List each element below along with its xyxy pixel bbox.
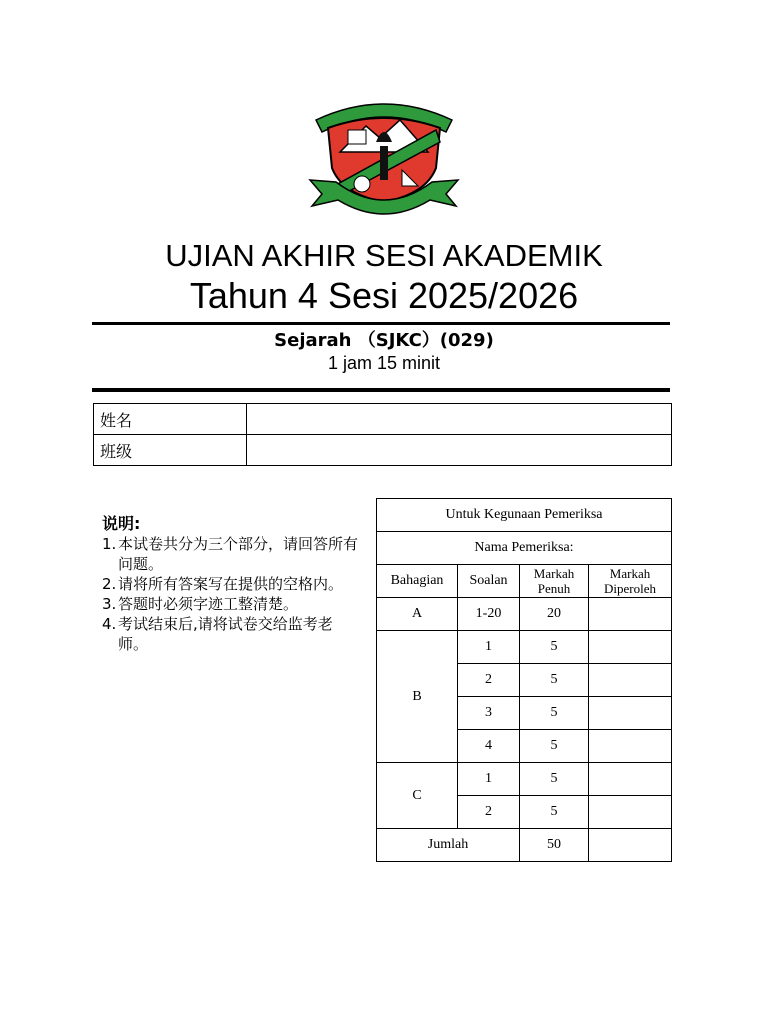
soalan-cell: 2 bbox=[458, 796, 520, 829]
instruction-item bbox=[102, 614, 362, 654]
school-crest-logo bbox=[306, 90, 462, 216]
penuh-cell: 5 bbox=[520, 631, 589, 664]
class-field[interactable] bbox=[247, 435, 672, 466]
diperoleh-cell[interactable] bbox=[589, 796, 672, 829]
diperoleh-cell[interactable] bbox=[589, 631, 672, 664]
torch-icon bbox=[380, 146, 388, 180]
section-b: B bbox=[377, 631, 458, 763]
col-markah-penuh: Markah Penuh bbox=[520, 565, 589, 598]
soalan-cell: 1 bbox=[458, 763, 520, 796]
exam-title: UJIAN AKHIR SESI AKADEMIK bbox=[165, 238, 603, 273]
col-bahagian: Bahagian bbox=[377, 565, 458, 598]
examiner-marks-table bbox=[376, 498, 672, 862]
header-divider-top bbox=[92, 322, 670, 325]
total-label: Jumlah bbox=[377, 829, 520, 862]
header-divider-bottom bbox=[92, 388, 670, 392]
name-field[interactable] bbox=[247, 404, 672, 435]
penuh-cell: 5 bbox=[520, 697, 589, 730]
total-value: 50 bbox=[520, 829, 589, 862]
soalan-cell: 4 bbox=[458, 730, 520, 763]
instruction-number: 1. bbox=[102, 535, 117, 553]
diperoleh-cell[interactable] bbox=[589, 664, 672, 697]
col-markah-diperoleh: Markah Diperoleh bbox=[589, 565, 672, 598]
soalan-cell: 2 bbox=[458, 664, 520, 697]
examiner-name-label: Nama Pemeriksa: bbox=[377, 532, 672, 565]
section-a: A bbox=[377, 598, 458, 631]
instruction-number: 4. bbox=[102, 615, 117, 633]
book-icon bbox=[348, 130, 366, 144]
column-header-row bbox=[377, 565, 672, 598]
instruction-text: 考试结束后,请将试卷交给监考老师。 bbox=[118, 615, 333, 653]
class-label: 班级 bbox=[94, 435, 247, 466]
instruction-item bbox=[102, 594, 362, 614]
penuh-cell: 20 bbox=[520, 598, 589, 631]
student-info-row bbox=[94, 404, 672, 435]
section-c: C bbox=[377, 763, 458, 829]
instruction-text: 答题时必须字迹工整清楚。 bbox=[118, 595, 299, 613]
penuh-cell: 5 bbox=[520, 763, 589, 796]
student-info-table bbox=[93, 403, 672, 466]
table-row bbox=[377, 598, 672, 631]
penuh-cell: 5 bbox=[520, 730, 589, 763]
total-row bbox=[377, 829, 672, 862]
exam-duration: 1 jam 15 minit bbox=[327, 353, 441, 373]
soalan-cell: 1-20 bbox=[458, 598, 520, 631]
ball-icon bbox=[354, 176, 370, 192]
col-soalan: Soalan bbox=[458, 565, 520, 598]
table-row bbox=[377, 763, 672, 796]
instructions-heading: 说明: bbox=[102, 514, 141, 533]
instruction-number: 3. bbox=[102, 595, 117, 613]
instructions-list bbox=[102, 534, 362, 654]
instruction-number: 2. bbox=[102, 575, 117, 593]
name-label: 姓名 bbox=[94, 404, 247, 435]
soalan-cell: 1 bbox=[458, 631, 520, 664]
marks-header-row bbox=[377, 499, 672, 532]
diperoleh-cell[interactable] bbox=[589, 730, 672, 763]
subject-title: Sejarah （SJKC）(029) bbox=[274, 330, 494, 351]
instruction-item bbox=[102, 534, 362, 574]
diperoleh-cell[interactable] bbox=[589, 598, 672, 631]
exam-year-session: Tahun 4 Sesi 2025/2026 bbox=[189, 275, 579, 316]
examiner-name-row bbox=[377, 532, 672, 565]
instruction-text: 本试卷共分为三个部分，请回答所有问题。 bbox=[118, 535, 359, 573]
total-obtained-cell[interactable] bbox=[589, 829, 672, 862]
penuh-cell: 5 bbox=[520, 796, 589, 829]
instruction-text: 请将所有答案写在提供的空格内。 bbox=[118, 575, 344, 593]
soalan-cell: 3 bbox=[458, 697, 520, 730]
table-row bbox=[377, 631, 672, 664]
diperoleh-cell[interactable] bbox=[589, 763, 672, 796]
penuh-cell: 5 bbox=[520, 664, 589, 697]
student-info-row bbox=[94, 435, 672, 466]
diperoleh-cell[interactable] bbox=[589, 697, 672, 730]
instructions bbox=[102, 514, 362, 654]
examiner-use-header: Untuk Kegunaan Pemeriksa bbox=[377, 499, 672, 532]
instruction-item bbox=[102, 574, 362, 594]
